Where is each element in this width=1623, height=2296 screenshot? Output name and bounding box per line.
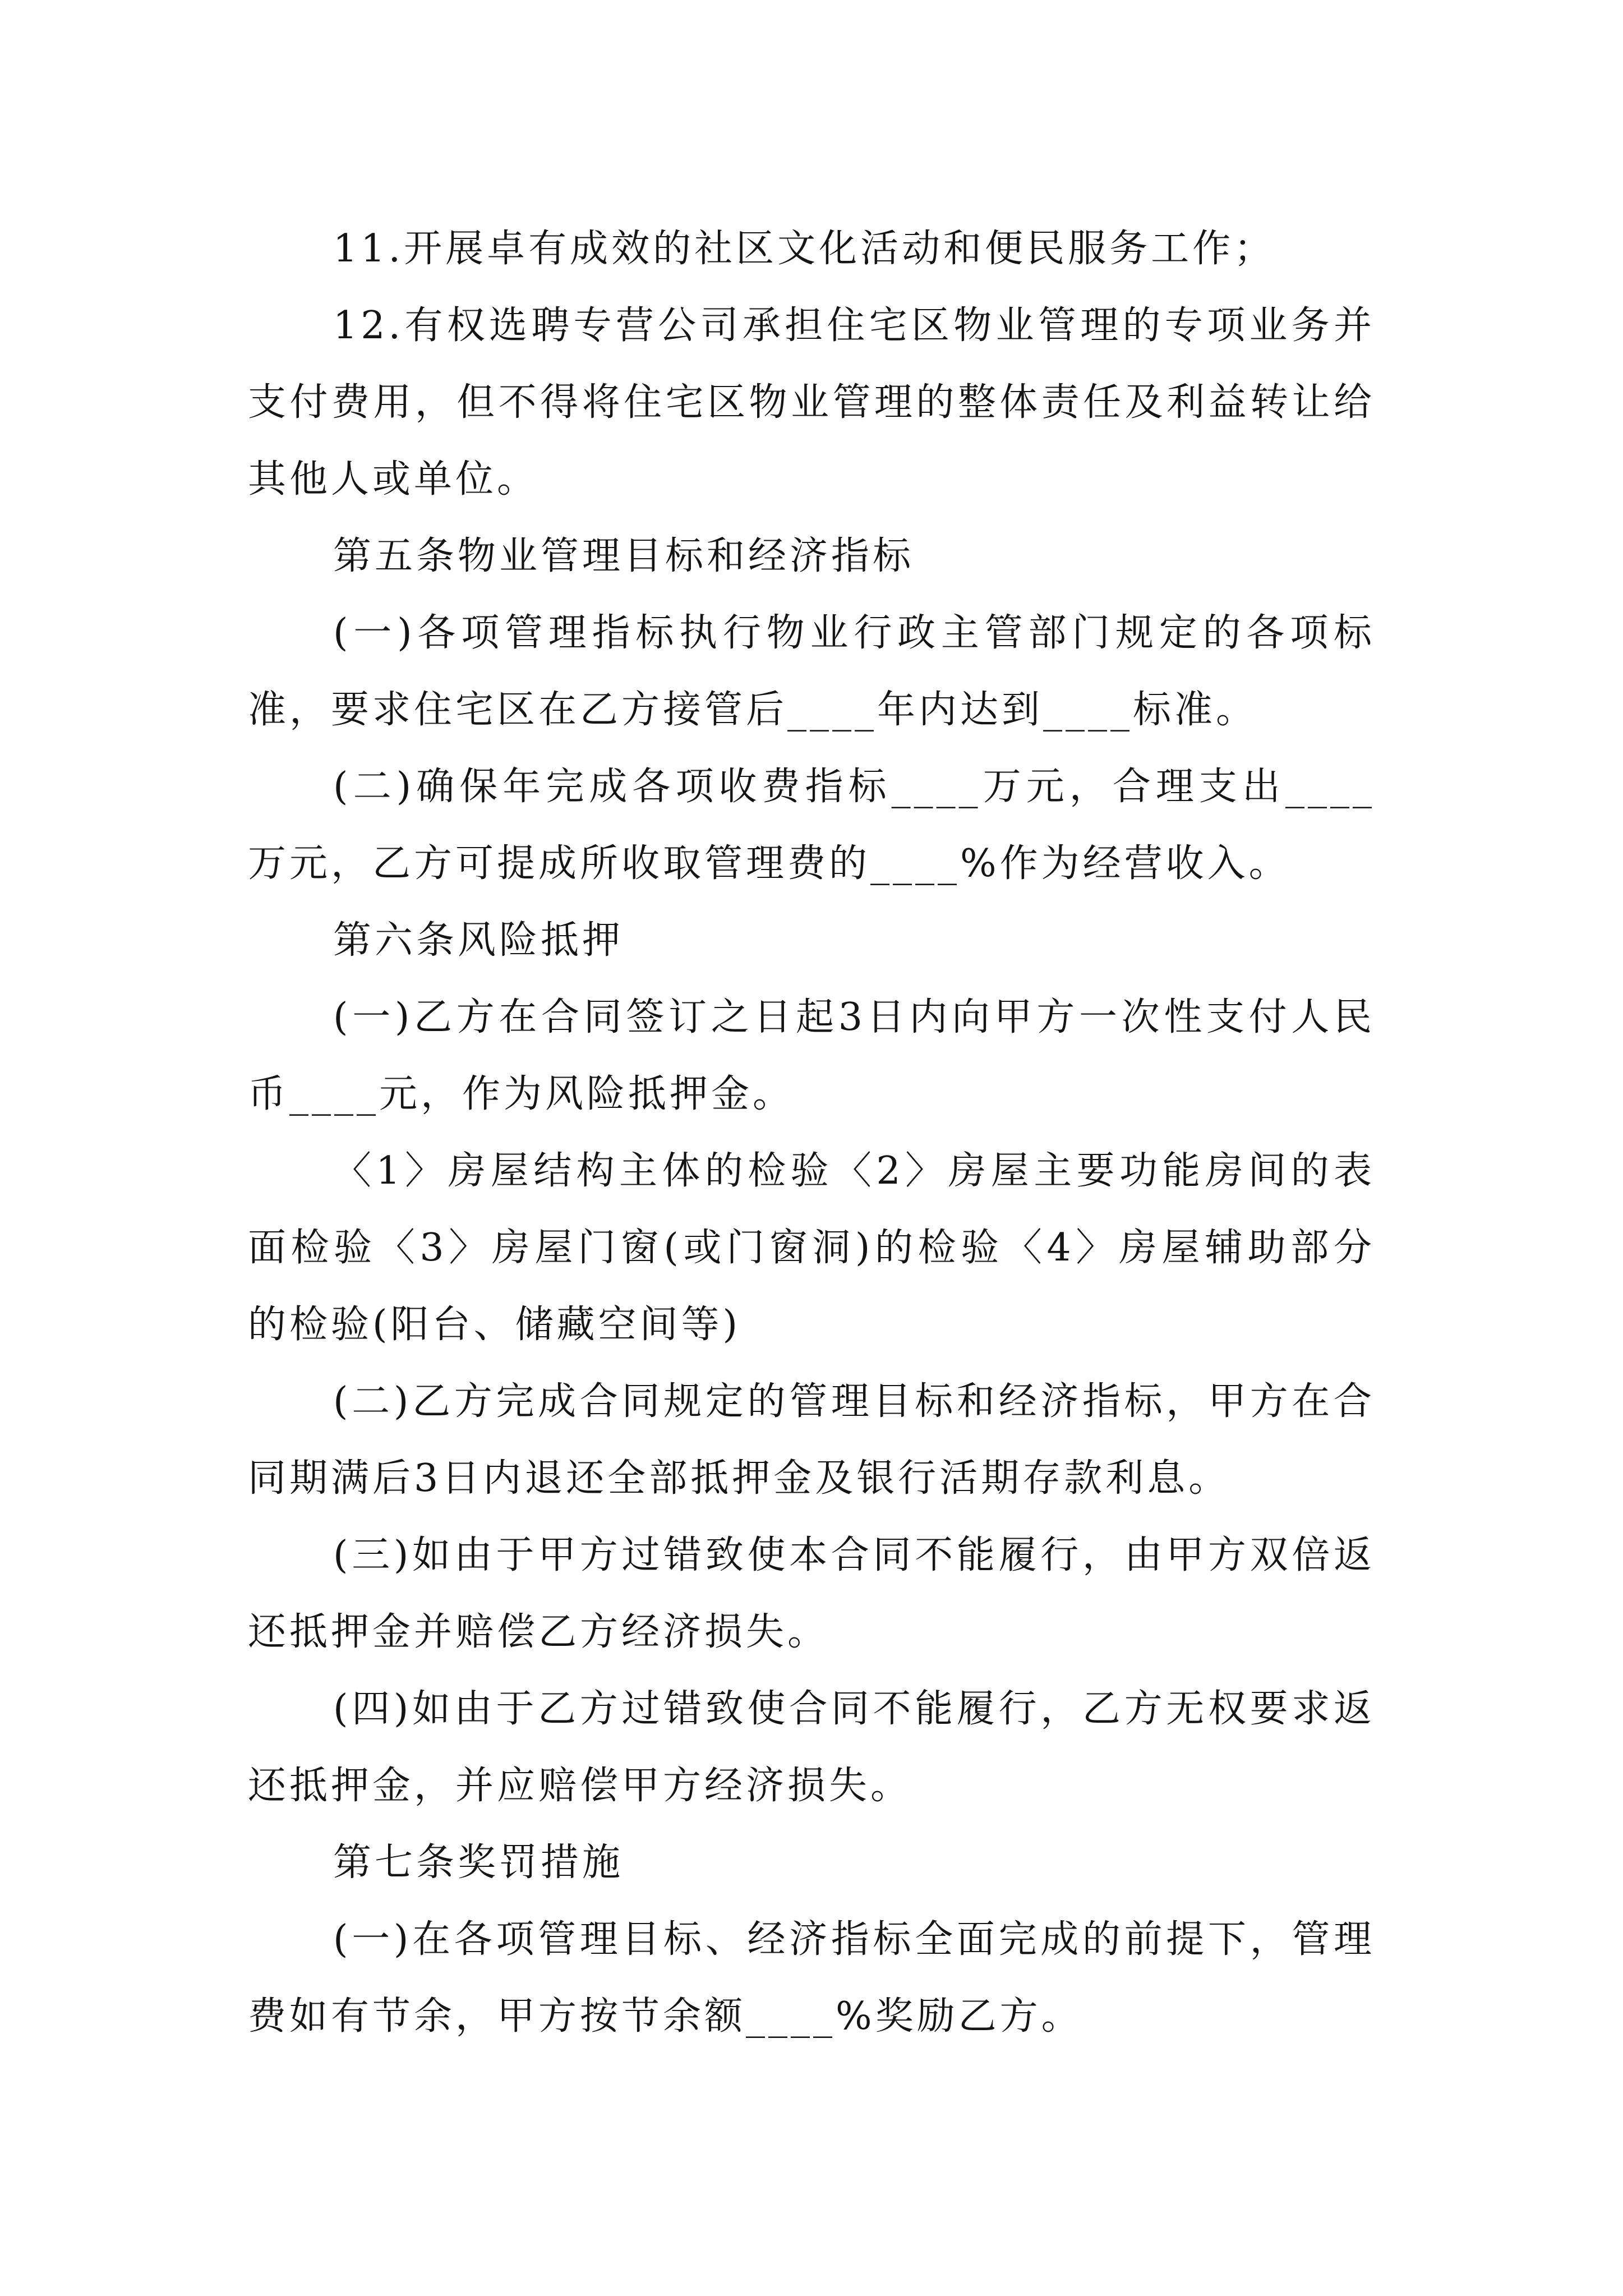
article-5-clause-2: (二)确保年完成各项收费指标____万元，合理支出____万元，乙方可提成所收取管理费的____%作为经营收入。 (248, 765, 1375, 886)
article-7-heading: 第七条奖罚措施 (333, 1841, 624, 1885)
article-6-clause-1: (一)乙方在合同签订之日起3日内向甲方一次性支付人民币____元，作为风险抵押金。 (248, 995, 1375, 1116)
article-6-clause-4: (四)如由于乙方过错致使合同不能履行，乙方无权要求返还抵押金，并应赔偿甲方经济损失。 (248, 1687, 1375, 1808)
article-7-clause-1: (一)在各项管理目标、经济指标全面完成的前提下，管理费如有节余，甲方按节余额____%奖励乙方。 (248, 1917, 1375, 2039)
article-6-clause-2: (二)乙方完成合同规定的管理目标和经济指标，甲方在合同期满后3日内退还全部抵押金及银行活期存款利息。 (248, 1379, 1375, 1501)
article-5-heading: 第五条物业管理目标和经济指标 (333, 534, 915, 578)
article-6-heading: 第六条风险抵押 (333, 918, 624, 963)
inspection-items: 〈1〉房屋结构主体的检验〈2〉房屋主要功能房间的表面检验〈3〉房屋门窗(或门窗洞)的检验〈4〉房屋辅助部分的检验(阳台、储藏空间等) (248, 1149, 1375, 1347)
paragraph-item-12: 12.有权选聘专营公司承担住宅区物业管理的专项业务并支付费用，但不得将住宅区物业管理的整体责任及利益转让给其他人或单位。 (248, 303, 1375, 501)
document-body (248, 210, 1375, 2055)
paragraph-item-11: 11.开展卓有成效的社区文化活动和便民服务工作； (333, 227, 1276, 271)
article-6-clause-3: (三)如由于甲方过错致使本合同不能履行，由甲方双倍返还抵押金并赔偿乙方经济损失。 (248, 1533, 1375, 1654)
article-5-clause-1: (一)各项管理指标执行物业行政主管部门规定的各项标准，要求住宅区在乙方接管后____年内达到____标准。 (248, 611, 1375, 732)
